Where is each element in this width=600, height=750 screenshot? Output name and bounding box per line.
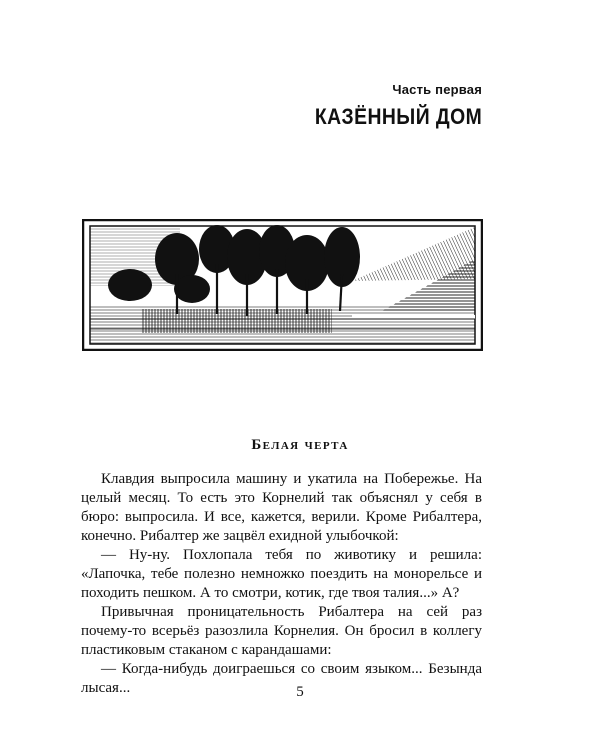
paragraph: — Ну-ну. Похлопала тебя по животику и решила: «Лапочка, тебе полезно немножко поездить на монорельсе и походить пешком. А то смотри, котик, где твоя талия...» А? bbox=[81, 547, 482, 601]
landscape-engraving-icon bbox=[82, 219, 483, 351]
part-label: Часть первая bbox=[392, 82, 482, 97]
paragraph: — Когда-нибудь доиграешься со своим языком... Безында лысая... bbox=[81, 661, 482, 696]
chapter-title: Белая черта bbox=[251, 437, 349, 453]
part-title: КАЗЁННЫЙ ДОМ bbox=[314, 104, 482, 129]
body-text bbox=[81, 470, 482, 698]
paragraph: Клавдия выпросила машину и укатила на Побережье. На целый месяц. То есть это Корнелий так объяснял у себя в бюро: выпросила. И все, кажется, верили. Кроме Рибалтера, конечно. Рибалтер же зацвёл ехидной улыбочкой: bbox=[81, 471, 482, 544]
page-number: 5 bbox=[296, 684, 304, 700]
paragraph: Привычная проницательность Рибалтера на сей раз почему-то всерьёз разозлила Корнелия. Он бросил в коллегу пластиковым стаканом с карандашами: bbox=[81, 604, 482, 658]
